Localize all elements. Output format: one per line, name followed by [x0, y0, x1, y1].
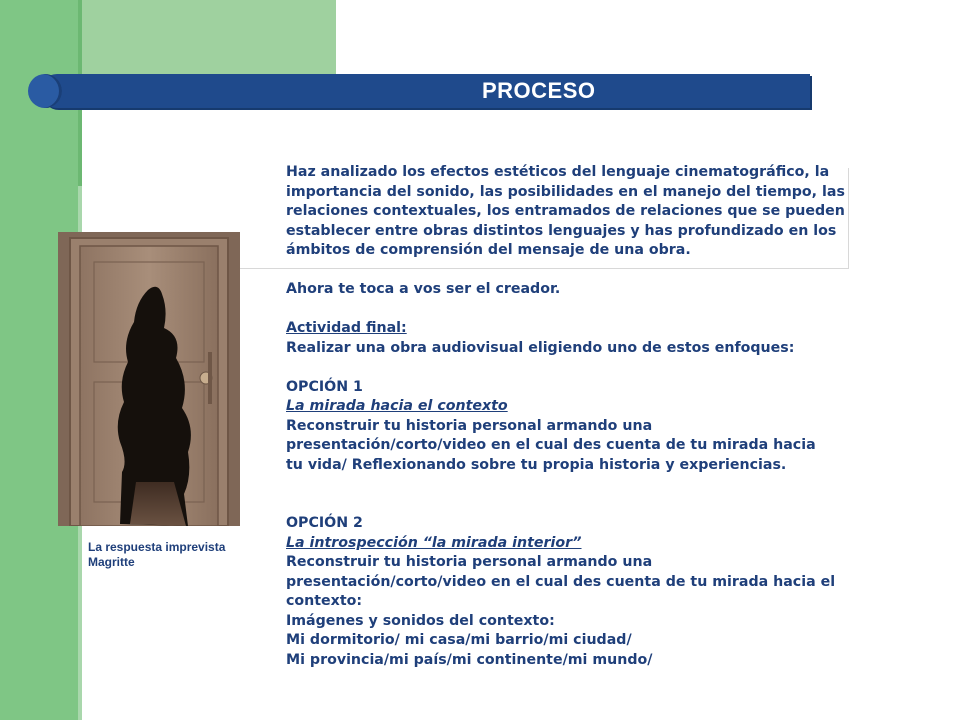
main-content	[286, 163, 926, 670]
intro-line: ámbitos de comprensión del mensaje de una obra.	[286, 242, 691, 258]
option1-subtitle: La mirada hacia el contexto	[286, 398, 508, 414]
intro-line: relaciones contextuales, los entramados de relaciones que se pueden	[286, 203, 845, 219]
title-bar	[40, 74, 810, 108]
option2-line: Mi provincia/mi país/mi continente/mi mundo/	[286, 651, 653, 668]
option2-line: Reconstruir tu historia personal armando una	[286, 554, 653, 570]
title-bar-cap	[28, 74, 62, 108]
option2-line: Mi dormitorio/ mi casa/mi barrio/mi ciudad/	[286, 632, 632, 648]
painting-illustration	[58, 232, 240, 526]
option2-line: presentación/corto/video en el cual des cuenta de tu mirada hacia el	[286, 573, 836, 590]
activity-heading: Actividad final:	[286, 320, 407, 336]
slide-title: PROCESO	[482, 78, 596, 103]
activity-text: Realizar una obra audiovisual eligiendo uno de estos enfoques:	[286, 339, 795, 356]
option2-line: Imágenes y sonidos del contexto:	[286, 612, 555, 629]
option1-line: Reconstruir tu historia personal armando una	[286, 417, 653, 434]
option2-subtitle: La introspección “la mirada interior”	[286, 534, 582, 551]
caption-artist: Magritte	[88, 555, 135, 569]
option2-line: contexto:	[286, 593, 363, 609]
magritte-painting	[58, 232, 240, 526]
option1-line: tu vida/ Reflexionando sobre tu propia historia y experiencias.	[286, 456, 787, 473]
option2-label: OPCIÓN 2	[286, 515, 363, 531]
caption-title: La respuesta imprevista	[88, 540, 226, 554]
option1-label: OPCIÓN 1	[286, 378, 363, 395]
painting-caption	[88, 540, 248, 570]
creator-line: Ahora te toca a vos ser el creador.	[286, 281, 561, 297]
intro-line: establecer entre obras distintos lenguajes y has profundizado en los	[286, 222, 837, 239]
intro-line: importancia del sonido, las posibilidades en el manejo del tiempo, las	[286, 183, 845, 200]
intro-line: Haz analizado los efectos estéticos del lenguaje cinematográfico, la	[286, 164, 830, 180]
option1-line: presentación/corto/video en el cual des cuenta de tu mirada hacia	[286, 437, 816, 453]
